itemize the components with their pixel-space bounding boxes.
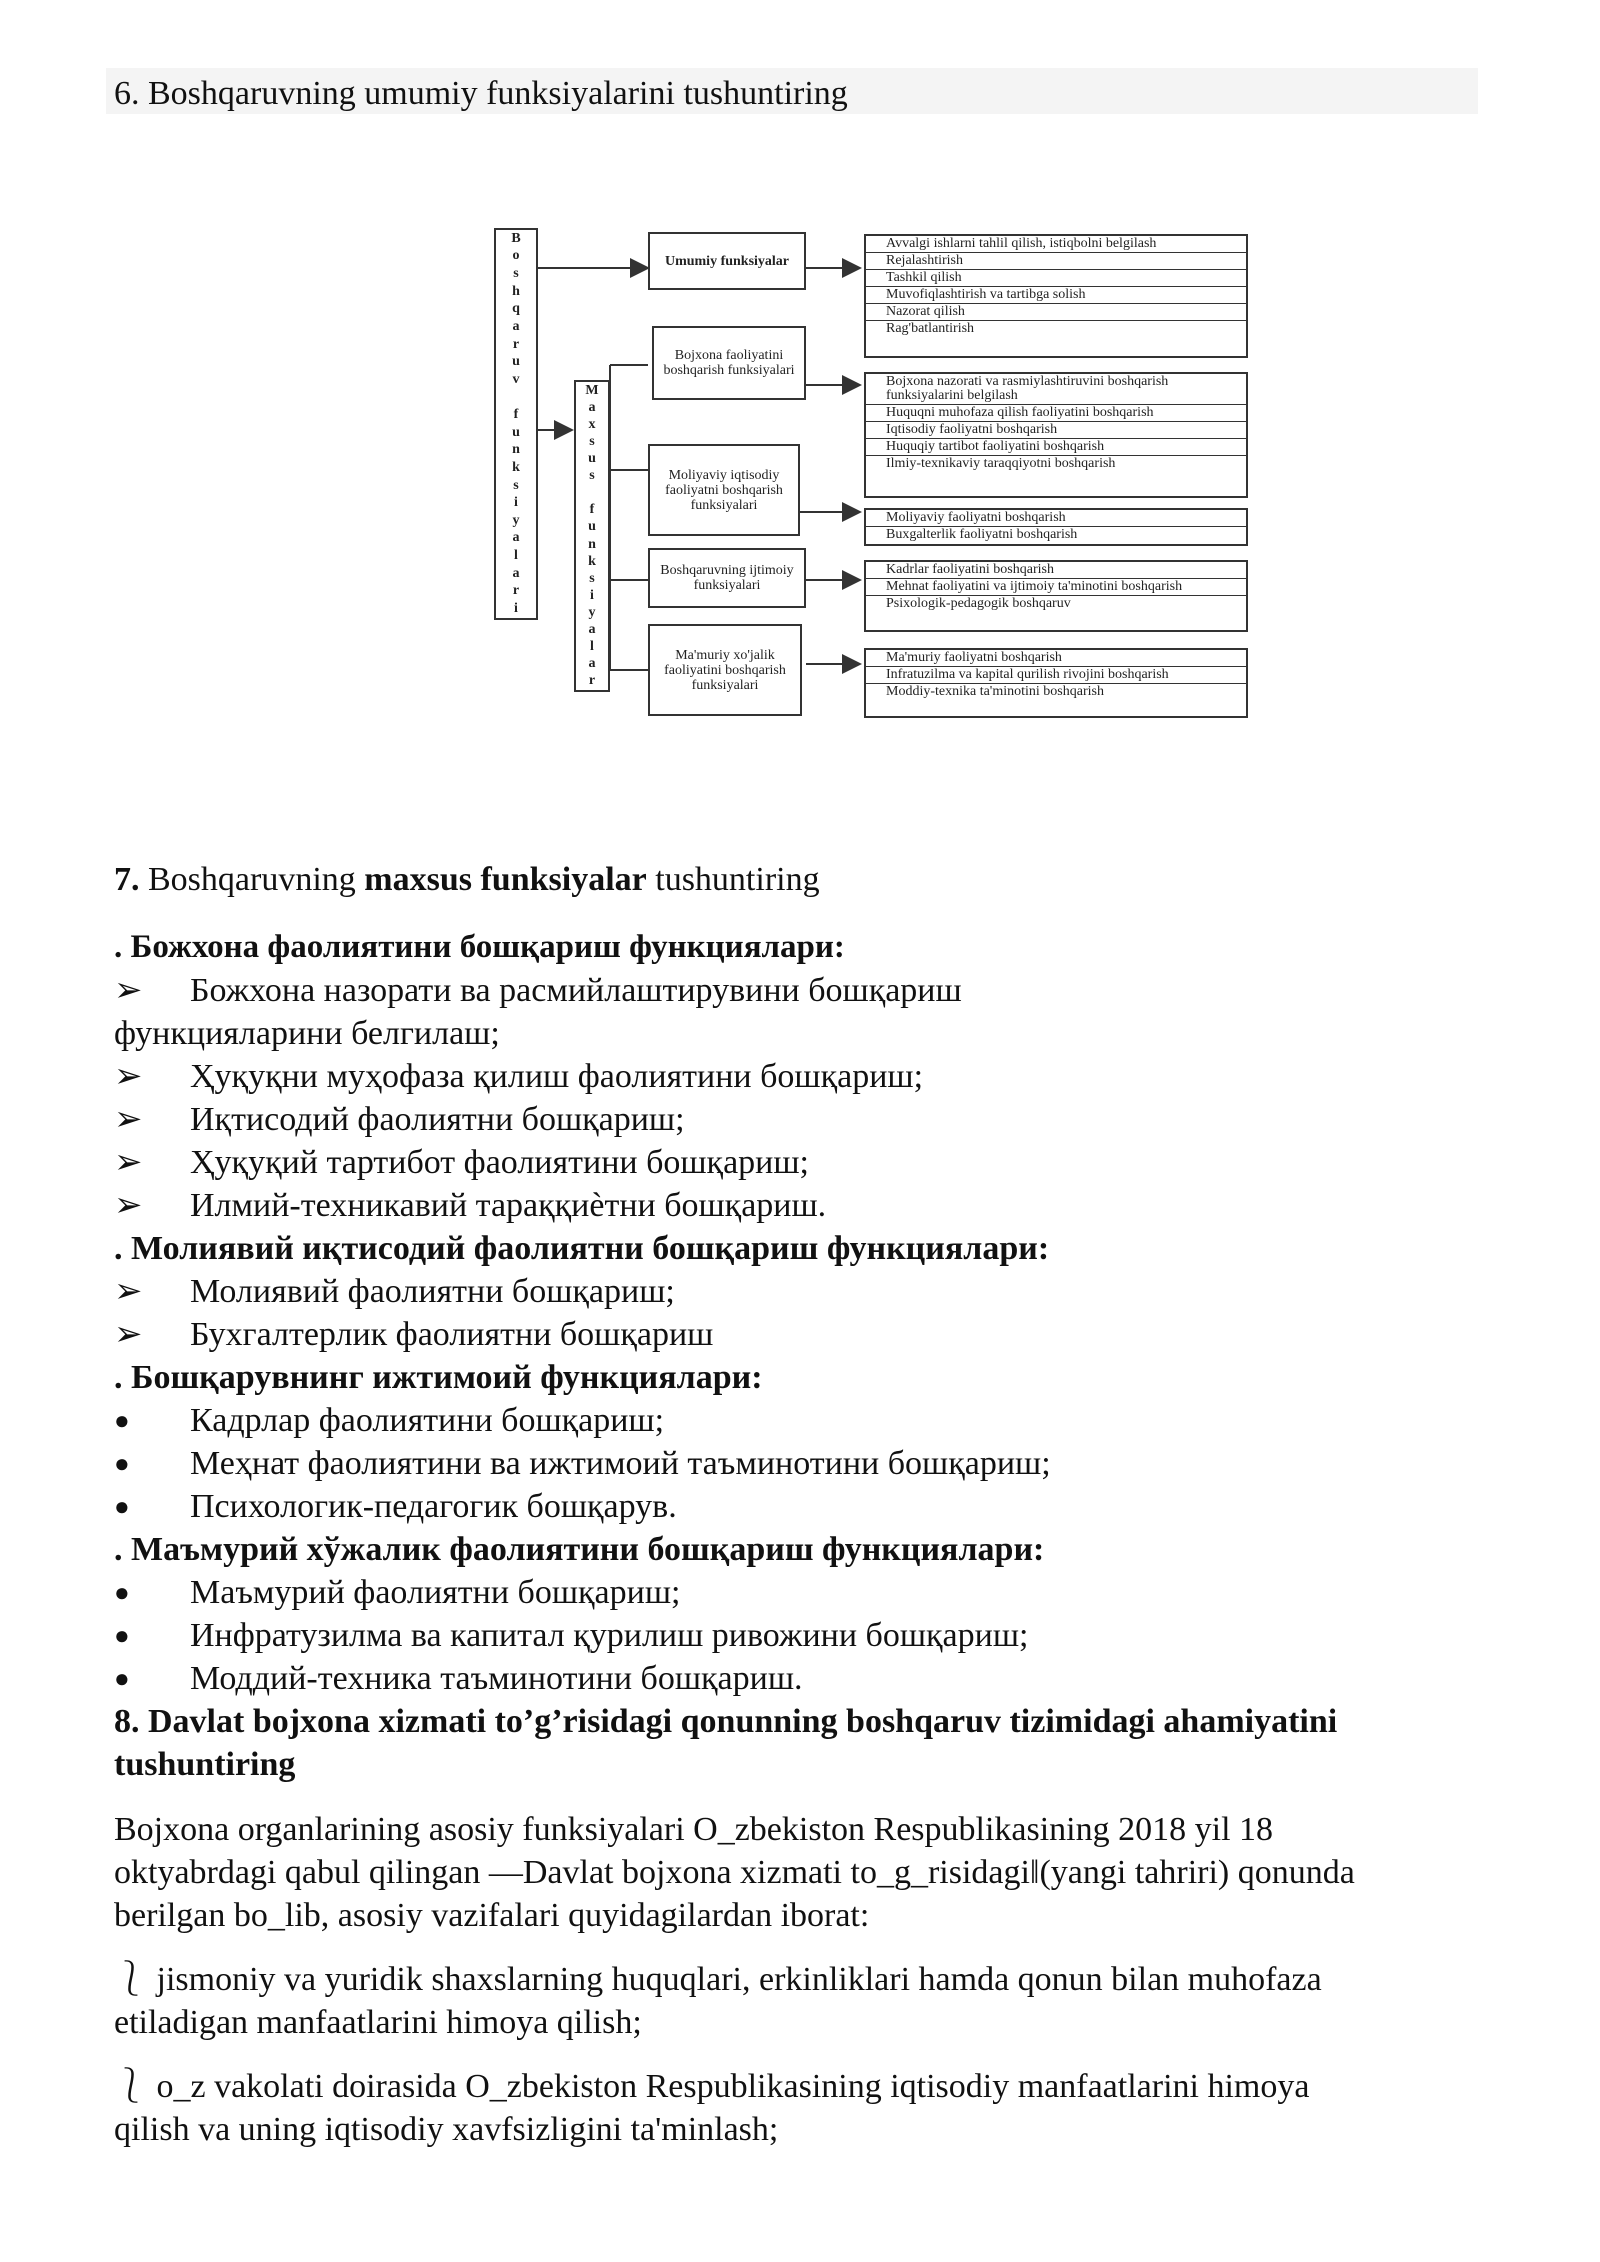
q7-post: tushuntiring — [646, 861, 820, 898]
boshqaruv-funksiyalari-letter: k — [512, 459, 520, 475]
umumiy-item: Nazorat qilish — [866, 304, 1246, 321]
group1-item-1-cont: функцияларини белгилаш; — [114, 1015, 500, 1052]
group4-item-3: Моддий-техника таъминотини бошқариш. — [190, 1660, 803, 1697]
umumiy-items-box — [864, 234, 1248, 358]
boshqaruv-funksiyalari-letter: B — [511, 230, 521, 246]
maxsus-funksiyalar-letter: y — [588, 604, 596, 620]
boshqaruv-funksiyalari-letter — [514, 389, 518, 405]
boshqaruv-funksiyalari-letter: v — [512, 371, 520, 387]
arrow-bullet-icon: ➢ — [114, 1316, 143, 1353]
umumiy-item: Rejalashtirish — [866, 253, 1246, 270]
q8-para3-text: o_z vakolati doirasida O_zbekiston Respublikasining iqtisodiy manfaatlarini himoya — [148, 2068, 1310, 2105]
bojxona-box: Bojxona faoliyatini boshqarish funksiyalari — [652, 326, 806, 400]
group1-item-3: Иқтисодий фаолиятни бошқариш; — [190, 1101, 685, 1138]
boshqaruv-funksiyalari-letter: a — [512, 318, 520, 334]
maxsus-funksiyalar-letter — [590, 485, 594, 501]
q8-para3-line1 — [114, 2065, 1309, 2108]
bojxona-item: Bojxona nazorati va rasmiylashtiruvini boshqarish funksiyalarini belgilash — [866, 374, 1246, 405]
boshqaruv-funksiyalari-letter: r — [512, 336, 520, 352]
boshqaruv-funksiyalari-letter: u — [512, 424, 520, 440]
q8-para1-line2: oktyabrdagi qabul qilingan ―Davlat bojxona xizmati to_g_risidagi‖(yangi tahriri) qonunda — [114, 1854, 1355, 1891]
bojxona-item: Huquqiy tartibot faoliyatini boshqarish — [866, 439, 1246, 456]
boshqaruv-funksiyalari-letter: s — [513, 266, 519, 282]
boshqaruv-funksiyalari-letter: u — [512, 354, 520, 370]
maxsus-funksiyalar-letter: i — [590, 587, 594, 603]
umumiy-box: Umumiy funksiyalar — [648, 232, 806, 290]
dot-bullet-icon: ● — [114, 1664, 130, 1693]
group4-title: . Маъмурий хўжалик фаолиятини бошқариш функциялари: — [114, 1531, 1045, 1568]
umumiy-item: Rag'batlantirish — [886, 321, 975, 336]
mamuriy-item: Ma'muriy faoliyatni boshqarish — [866, 650, 1246, 667]
mamuriy-item: Infratuzilma va kapital qurilish rivojini boshqarish — [866, 667, 1246, 684]
q6-heading: 6. Boshqaruvning umumiy funksiyalarini tushuntiring — [114, 75, 848, 112]
q8-heading-line1: 8. Davlat bojxona xizmati to’g’risidagi qonunning boshqaruv tizimidagi ahamiyatini — [114, 1703, 1338, 1740]
boshqaruv-funksiyalari-box — [494, 228, 538, 620]
q8-heading-line2: tushuntiring — [114, 1746, 296, 1783]
ijtimoiy-items-box — [864, 560, 1248, 632]
maxsus-funksiyalar-box — [574, 380, 610, 692]
q7-heading — [114, 858, 820, 901]
boshqaruv-funksiyalari-letter: l — [514, 548, 518, 564]
bracket-bullet-icon: ⎱ — [114, 1961, 148, 1998]
maxsus-funksiyalar-letter: x — [588, 416, 596, 432]
boshqaruv-funksiyalari-letter: r — [512, 583, 520, 599]
moliyaviy-item: Moliyaviy faoliyatni boshqarish — [866, 510, 1246, 527]
dot-bullet-icon: ● — [114, 1492, 130, 1521]
arrow-bullet-icon: ➢ — [114, 1187, 143, 1224]
bracket-bullet-icon: ⎱ — [114, 2068, 148, 2105]
arrow-bullet-icon: ➢ — [114, 1101, 143, 1138]
group4-item-2: Инфратузилма ва капитал қурилиш ривожини бошқариш; — [190, 1617, 1029, 1654]
mamuriy-item: Moddiy-texnika ta'minotini boshqarish — [886, 684, 1104, 699]
umumiy-item: Tashkil qilish — [866, 270, 1246, 287]
group1-item-5: Илмий-техникавий тараққиѐтни бошқариш. — [190, 1187, 827, 1224]
boshqaruv-funksiyalari-letter: i — [514, 495, 518, 511]
arrow-bullet-icon: ➢ — [114, 1273, 143, 1310]
q7-bold: maxsus funksiyalar — [364, 861, 647, 898]
dot-bullet-icon: ● — [114, 1578, 130, 1607]
bojxona-items-box — [864, 372, 1248, 498]
boshqaruv-funksiyalari-letter: n — [512, 442, 520, 458]
mamuriy-box: Ma'muriy xo'jalik faoliyatini boshqarish funksiyalari — [648, 624, 802, 716]
mamuriy-items-box — [864, 648, 1248, 718]
boshqaruv-funksiyalari-letter: q — [512, 301, 520, 317]
arrow-bullet-icon: ➢ — [114, 1144, 143, 1181]
bojxona-item: Huquqni muhofaza qilish faoliyatini boshqarish — [866, 405, 1246, 422]
boshqaruv-funksiyalari-letter: o — [512, 248, 520, 264]
bojxona-item: Ilmiy-texnikaviy taraqqiyotni boshqarish — [886, 456, 1116, 471]
boshqaruv-funksiyalari-letter: a — [512, 530, 520, 546]
q8-para2-line1 — [114, 1958, 1322, 2001]
maxsus-funksiyalar-letter: k — [588, 553, 596, 569]
group2-item-2: Бухгалтерлик фаолиятни бошқариш — [190, 1316, 714, 1353]
maxsus-funksiyalar-letter: l — [590, 639, 594, 655]
group3-item-1: Кадрлар фаолиятини бошқариш; — [190, 1402, 665, 1439]
group3-item-3: Психологик-педагогик бошқарув. — [190, 1488, 677, 1525]
group1-item-2: Ҳуқуқни муҳофаза қилиш фаолиятини бошқариш; — [190, 1058, 924, 1095]
group4-item-1: Маъмурий фаолиятни бошқариш; — [190, 1574, 681, 1611]
boshqaruv-funksiyalari-letter: y — [512, 512, 520, 528]
group2-item-1: Молиявий фаолиятни бошқариш; — [190, 1273, 675, 1310]
group3-item-2: Меҳнат фаолиятини ва ижтимоий таъминотини бошқариш; — [190, 1445, 1051, 1482]
group3-title: . Бошқарувнинг ижтимоий функциялари: — [114, 1359, 763, 1396]
q8-para2-text: jismoniy va yuridik shaxslarning huquqlari, erkinliklari hamda qonun bilan muhofaza — [148, 1961, 1322, 1998]
group2-title: . Молиявий иқтисодий фаолиятни бошқариш функциялари: — [114, 1230, 1050, 1267]
maxsus-funksiyalar-letter: s — [589, 433, 595, 449]
boshqaruv-funksiyalari-letter: a — [512, 565, 520, 581]
q8-para1-line3: berilgan bo_lib, asosiy vazifalari quyidagilardan iborat: — [114, 1897, 870, 1934]
maxsus-funksiyalar-letter: s — [589, 570, 595, 586]
moliyaviy-item: Buxgalterlik faoliyatni boshqarish — [886, 527, 1078, 542]
q7-number: 7. — [114, 861, 140, 898]
moliyaviy-box: Moliyaviy iqtisodiy faoliyatni boshqarish funksiyalari — [648, 444, 800, 536]
q8-para2-line2: etiladigan manfaatlarini himoya qilish; — [114, 2004, 642, 2041]
group1-item-1: Божхона назорати ва расмийлаштирувини бошқариш — [190, 972, 962, 1009]
maxsus-funksiyalar-letter: r — [588, 673, 596, 689]
maxsus-funksiyalar-letter: a — [588, 656, 596, 672]
maxsus-funksiyalar-letter: f — [589, 502, 595, 518]
maxsus-funksiyalar-letter: a — [588, 622, 596, 638]
bojxona-item: Iqtisodiy faoliyatni boshqarish — [866, 422, 1246, 439]
boshqaruv-funksiyalari-letter: i — [514, 600, 518, 616]
maxsus-funksiyalar-letter: a — [588, 399, 596, 415]
umumiy-item: Muvofiqlashtirish va tartibga solish — [866, 287, 1246, 304]
boshqaruv-funksiyalari-letter: h — [512, 283, 520, 299]
q7-pre: Boshqaruvning — [139, 861, 365, 898]
maxsus-funksiyalar-letter: u — [588, 519, 596, 535]
group1-title: . Божхона фаолиятини бошқариш функциялари: — [114, 929, 845, 965]
maxsus-funksiyalar-letter: M — [585, 382, 599, 398]
arrow-bullet-icon: ➢ — [114, 972, 143, 1009]
dot-bullet-icon: ● — [114, 1621, 130, 1650]
group1-item-4: Ҳуқуқий тартибот фаолиятини бошқариш; — [190, 1144, 809, 1181]
boshqaruv-funksiyalari-letter: f — [513, 407, 519, 423]
ijtimoiy-item: Mehnat faoliyatini va ijtimoiy ta'minotini boshqarish — [866, 579, 1246, 596]
ijtimoiy-box: Boshqaruvning ijtimoiy funksiyalari — [648, 548, 806, 608]
maxsus-funksiyalar-letter: u — [588, 450, 596, 466]
q8-para1-line1: Bojxona organlarining asosiy funksiyalari O_zbekiston Respublikasining 2018 yil 18 — [114, 1811, 1274, 1848]
maxsus-funksiyalar-letter: s — [589, 468, 595, 484]
moliyaviy-items-box — [864, 508, 1248, 546]
q8-para3-line2: qilish va uning iqtisodiy xavfsizligini ta'minlash; — [114, 2111, 779, 2148]
dot-bullet-icon: ● — [114, 1406, 130, 1435]
ijtimoiy-item: Kadrlar faoliyatini boshqarish — [866, 562, 1246, 579]
maxsus-funksiyalar-letter: n — [588, 536, 596, 552]
dot-bullet-icon: ● — [114, 1449, 130, 1478]
umumiy-item: Avvalgi ishlarni tahlil qilish, istiqbolni belgilash — [866, 236, 1246, 253]
arrow-bullet-icon: ➢ — [114, 1058, 143, 1095]
boshqaruv-funksiyalari-letter: s — [513, 477, 519, 493]
ijtimoiy-item: Psixologik-pedagogik boshqaruv — [886, 596, 1071, 611]
